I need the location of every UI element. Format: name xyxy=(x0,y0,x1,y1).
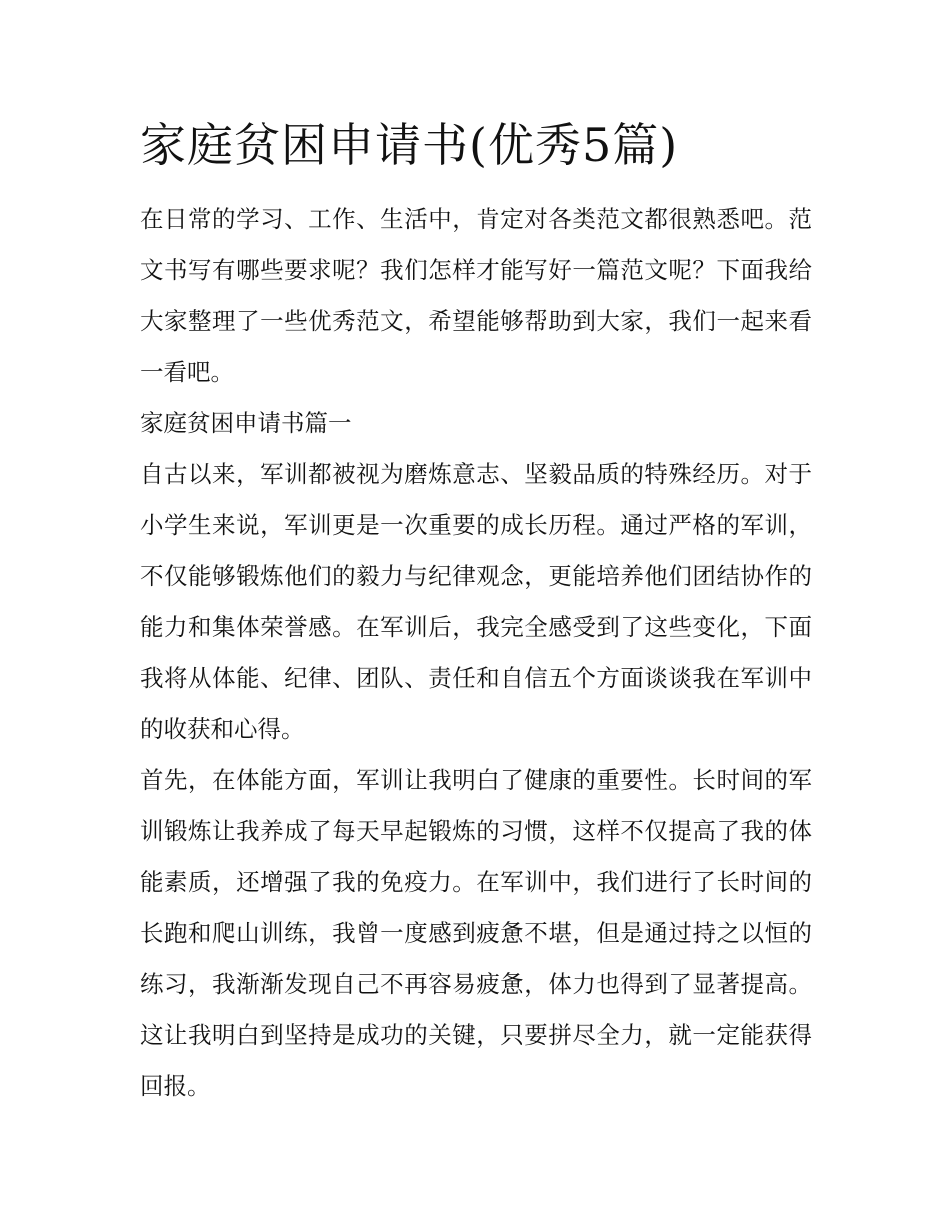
body-paragraph: 首先，在体能方面，军训让我明白了健康的重要性。长时间的军训锻炼让我养成了每天早起锻炼的习惯，这样不仅提高了我的体能素质，还增强了我的免疫力。在军训中，我们进行了长时间的长跑和爬山训练，我曾一度感到疲惫不堪，但是通过持之以恒的练习，我渐渐发现自己不再容易疲惫，体力也得到了显著提高。这让我明白到坚持是成功的关键，只要拼尽全力，就一定能获得回报。 xyxy=(140,766,812,1100)
intro-paragraph: 在日常的学习、工作、生活中，肯定对各类范文都很熟悉吧。范文书写有哪些要求呢？我们怎样才能写好一篇范文呢？下面我给大家整理了一些优秀范文，希望能够帮助到大家，我们一起来看一看吧。 xyxy=(140,205,812,386)
section-heading: 家庭贫困申请书篇一 xyxy=(140,409,352,437)
document-body xyxy=(140,194,812,1112)
document-title: 家庭贫困申请书(优秀5篇) xyxy=(140,118,679,172)
body-paragraph: 自古以来，军训都被视为磨炼意志、坚毅品质的特殊经历。对于小学生来说，军训更是一次重要的成长历程。通过严格的军训，不仅能够锻炼他们的毅力与纪律观念，更能培养他们团结协作的能力和集体荣誉感。在军训后，我完全感受到了这些变化，下面我将从体能、纪律、团队、责任和自信五个方面谈谈我在军训中的收获和心得。 xyxy=(140,460,812,743)
